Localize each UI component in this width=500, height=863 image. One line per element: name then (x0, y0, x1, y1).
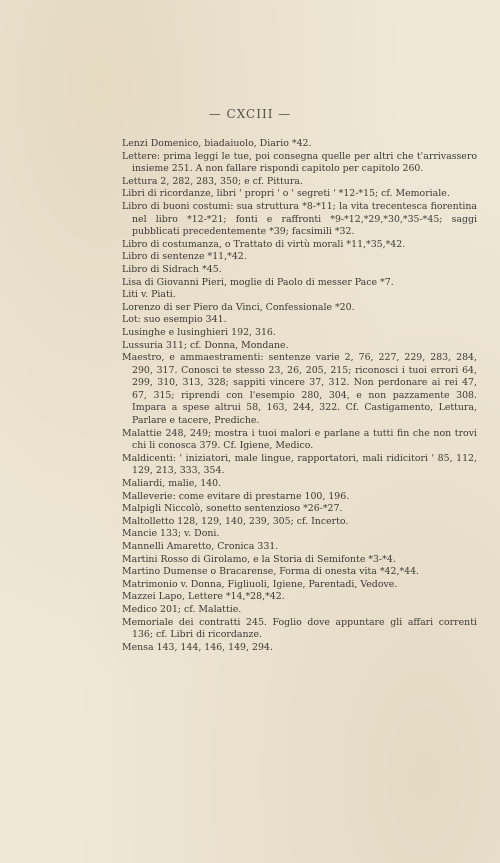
index-entry: Lettere: prima leggi le tue, poi consegna quelle per altri che t'arrivassero insieme 251. A non fallare rispondi capitolo per capitolo 260. (122, 150, 477, 175)
index-entry: Liti v. Piati. (122, 289, 176, 301)
index-entry: Malleverie: come evitare di prestarne 100, 196. (122, 490, 350, 502)
index-entry: Memoriale dei contratti 245. Foglio dove appuntare gli affari correnti 136; cf. Libri di ricordanze. (122, 616, 477, 641)
index-entry: Matrimonio v. Donna, Figliuoli, Igiene, Parentadi, Vedove. (122, 578, 398, 590)
index-entry: Mancie 133; v. Doni. (122, 528, 220, 540)
index-entry: Lenzi Domenico, biadaiuolo, Diario *42. (122, 138, 312, 149)
index-entry: Maestro, e ammaestramenti: sentenze varie 2, 76, 227, 229, 283, 284, 290, 317. Conosci te stesso 23, 26, 205, 215; riconosci i tuoi errori 64, 299, 310, 313, 328; sappiti vincere 37, 312. Non perdonare ai rei 47, 67, 315; riprendi con l'esempio 280, 304, e non pazzamente 308. Impara a spese altrui 58, 163, 244, 322. Cf. Castigamento, Lettura, Parlare e tacere, Prediche. (122, 352, 477, 427)
index-entry: Maltolletto 128, 129, 140, 239, 305; cf. Incerto. (122, 515, 349, 527)
page-number: — CXCIII — (208, 107, 292, 121)
index-entry: Libro di buoni costumi: sua struttura *8-*11; la vita trecentesca fiorentina nel libro *12-*21; fonti e raffronti *9-*12,*29,*30,*35-*45; saggi pubblicati precedentemente *39; facsimili *32. (122, 200, 477, 238)
index-entry: Libro di sentenze *11,*42. (122, 251, 247, 263)
index-entry: Lorenzo di ser Piero da Vinci, Confessionale *20. (122, 301, 355, 313)
index-entry: Maliardi, malie, 140. (122, 478, 222, 490)
index-entry: Maldicenti: ' iniziatori, male lingue, rapportatori, mali ridicitori ' 85, 112, 129, 213, 333, 354. (122, 452, 477, 477)
index-entry: Libro di Sidrach *45. (122, 263, 222, 275)
index-entry: Libro di costumanza, o Trattato di virtù morali *11,*35,*42. (122, 238, 406, 250)
index-entry: Medico 201; cf. Malattie. (122, 603, 242, 615)
index-entry: Lusinghe e lusinghieri 192, 316. (122, 326, 276, 338)
index-entry: Lot: suo esempio 341. (122, 314, 227, 326)
index-list (122, 138, 477, 654)
index-entry: Libri di ricordanze, libri ' propri ' o ' segreti ' *12-*15; cf. Memoriale. (122, 188, 450, 200)
index-entry: Lettura 2, 282, 283, 350; e cf. Pittura. (122, 175, 303, 187)
index-entry: Lussuria 311; cf. Donna, Mondane. (122, 339, 289, 351)
index-entry: Mensa 143, 144, 146, 149, 294. (122, 641, 273, 653)
index-entry: Martino Dumense o Bracarense, Forma di onesta vita *42,*44. (122, 566, 420, 578)
index-entry: Mazzei Lapo, Lettere *14,*28,*42. (122, 591, 285, 603)
index-entry: Malpigli Niccolò, sonetto sentenzioso *26-*27. (122, 503, 343, 515)
index-entry: Lisa di Giovanni Pieri, moglie di Paolo di messer Pace *7. (122, 276, 394, 288)
index-entry: Mannelli Amaretto, Cronica 331. (122, 541, 279, 552)
index-entry: Martini Rosso di Girolamo, e la Storia di Semifonte *3-*4. (122, 553, 396, 565)
index-entry: Malattie 248, 249; mostra i tuoi malori e parlane a tutti fin che non trovi chi li conosca 379. Cf. Igiene, Medico. (122, 427, 477, 452)
